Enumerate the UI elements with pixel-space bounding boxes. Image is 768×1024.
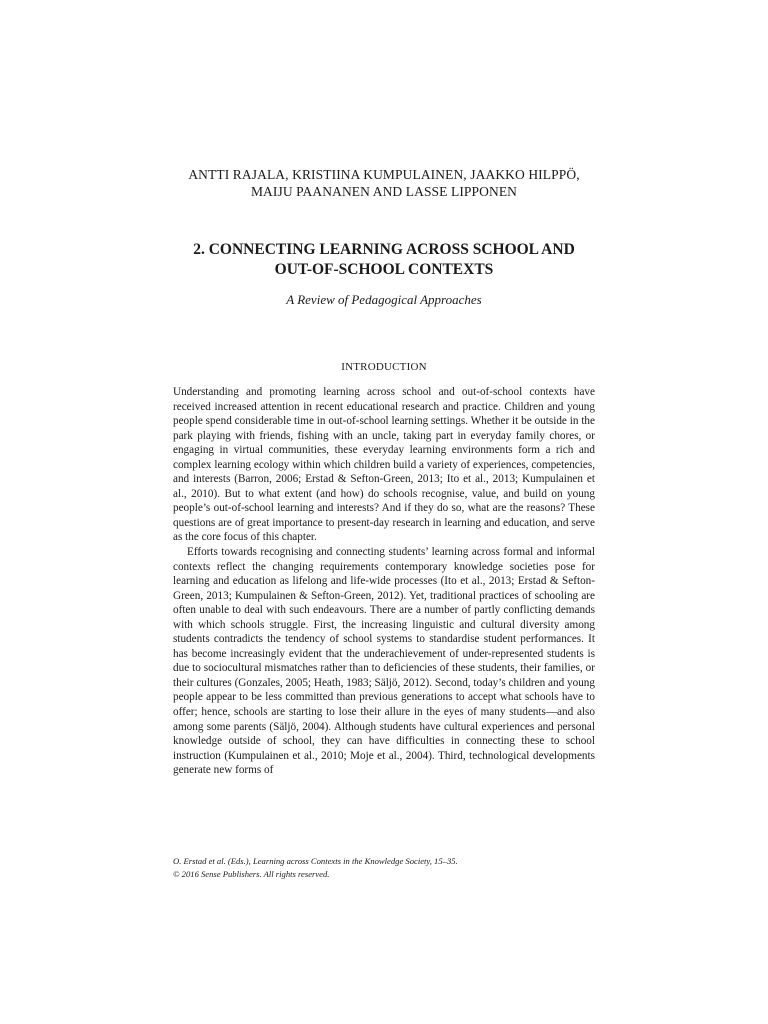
paragraph-1: Understanding and promoting learning across school and out-of-school contexts have received increased attention in recent educational research and practice. Children and young people spend considerable time in out-of-school learning settings. Whether it be outside in the park playing with friends, fishing with an uncle, taking part in everyday family chores, or engaging in virtual communities, these everyday learning environments form a rich and complex learning ecology within which children build a variety of experiences, competencies, and interests (Barron, 2006; Erstad & Sefton-Green, 2013; Ito et al., 2013; Kumpulainen et al., 2010). But to what extent (and how) do schools recognise, value, and build on young people’s out-of-school learning and interests? And if they do so, what are the reasons? These questions are of great importance to present-day research in learning and education, and serve as the core focus of this chapter. [173,386,595,544]
footer-copyright: © 2016 Sense Publishers. All rights reserved. [173,868,330,879]
section-heading: INTRODUCTION [341,361,427,373]
paragraph-2: Efforts towards recognising and connecting students’ learning across formal and informal contexts reflect the changing requirements contemporary knowledge societies pose for learning and education as lifelong and life-wide processes (Ito et al., 2013; Erstad & Sefton-Green, 2013; Kumpulainen & Sefton-Green, 2012). Yet, traditional practices of schooling are often unable to deal with such endeavours. There are a number of partly conflicting demands with which schools struggle. First, the increasing linguistic and cultural diversity among students contradicts the tendency of school systems to standardise student performances. It has become increasingly evident that the underachievement of under-represented students is due to sociocultural mismatches rather than to deficiencies of these students, their families, or their cultures (Gonzales, 2005; Heath, 1983; Säljö, 2012). Second, today’s children and young people appear to be less committed than previous generations to accept what schools have to offer; hence, schools are starting to lose their allure in the eyes of many students—and also among some parents (Säljö, 2004). Although students have cultural experiences and personal knowledge outside of school, they can have difficulties in connecting these to school instruction (Kumpulainen et al., 2010; Moje et al., 2004). Third, technological developments generate new forms of [173,546,595,777]
chapter-title-line-2: OUT-OF-SCHOOL CONTEXTS [274,261,494,278]
page-footer [173,855,603,880]
author-list [0,166,768,200]
author-line-1: ANTTI RAJALA, KRISTIINA KUMPULAINEN, JAAKKO HILPPÖ, [188,167,580,182]
chapter-title-line-1: 2. CONNECTING LEARNING ACROSS SCHOOL AND [193,241,575,258]
chapter-title [0,240,768,280]
author-line-2: MAIJU PAANANEN AND LASSE LIPPONEN [250,184,518,199]
body-text [173,385,595,778]
chapter-subtitle: A Review of Pedagogical Approaches [286,292,482,307]
footer-citation: O. Erstad et al. (Eds.), Learning across Contexts in the Knowledge Society, 15–35. [173,856,458,866]
